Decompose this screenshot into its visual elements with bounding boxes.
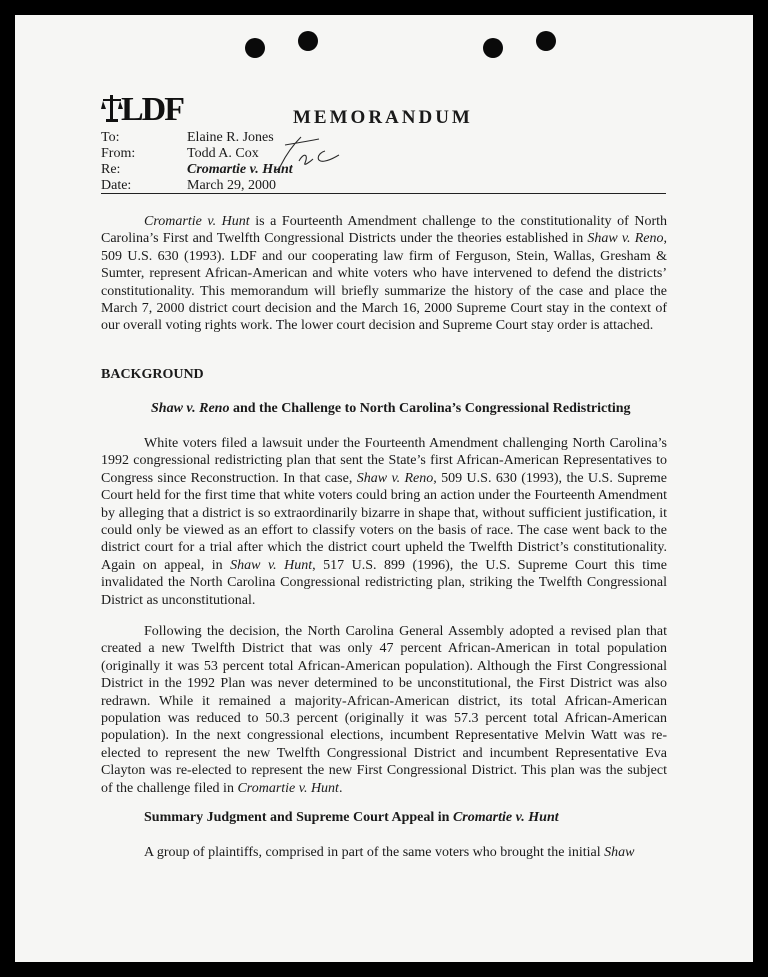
- punch-hole: [245, 38, 265, 58]
- intro-shaw-reno: Shaw v. Reno: [587, 231, 664, 247]
- to-label: To:: [101, 130, 120, 145]
- background-paragraph-2: [101, 623, 667, 797]
- punch-hole: [536, 31, 556, 51]
- p3-case-1: Cromartie v. Hunt: [237, 780, 339, 796]
- ldf-logo: [101, 93, 183, 127]
- memo-title: MEMORANDUM: [293, 107, 473, 128]
- handwritten-initials: [265, 133, 345, 175]
- punch-hole: [298, 31, 318, 51]
- subheading-text: and the Challenge to North Carolina’s Congressional Redistricting: [229, 401, 631, 416]
- p2-case-2: Shaw v. Hunt: [230, 557, 313, 573]
- p4-text-1: A group of plaintiffs, comprised in part of the same voters who brought the initial: [144, 845, 605, 860]
- subheading2-text: Summary Judgment and Supreme Court Appeal in: [144, 810, 453, 825]
- intro-case-name: Cromartie v. Hunt: [144, 214, 250, 229]
- p2-text-3: , 517 U.S. 899 (1996), the U.S. Supreme Court this time invalidated the North Carolina Congressional redistricting plan, striking the Twelfth Congressional District as unconstitutional.: [101, 557, 667, 608]
- subheading-summary-judgment: [144, 810, 559, 826]
- subheading-shaw-reno: [151, 401, 631, 417]
- p2-text-1: White voters filed a lawsuit under the Fourteenth Amendment challenging North Carolina’s 1992 congressional redistricting plan that sent the State’s first African-American Representatives to Congress since Reconstruction. In that case,: [101, 436, 667, 486]
- intro-text-1: is a Fourteenth Amendment challenge to the constitutionality of North Carolina’s First and Twelfth Congressional Districts under the theories established in: [101, 214, 667, 247]
- background-heading: BACKGROUND: [101, 367, 204, 382]
- background-paragraph-1: [101, 435, 667, 609]
- date-label: Date:: [101, 178, 132, 193]
- p3-text-2: .: [338, 780, 343, 796]
- to-value: Elaine R. Jones: [187, 130, 274, 145]
- final-paragraph: [101, 844, 667, 861]
- re-label: Re:: [101, 162, 121, 177]
- subheading-case: Shaw v. Reno: [151, 401, 230, 416]
- re-value: Cromartie v. Hunt: [187, 162, 293, 177]
- p2-text-2: , 509 U.S. 630 (1993), the U.S. Supreme Court held for the first time that white voters could bring an action under the Fourteenth Amendment by alleging that a district is so extraordinarily bizarre in shape that, without sufficient justification, it could only be viewed as an effort to classify voters on the basis of race. The case went back to the district court for a trial after which the district court upheld the Twelfth District’s constitutionality. Again on appeal, in: [101, 470, 667, 573]
- subheading2-case: Cromartie v. Hunt: [452, 810, 559, 825]
- p2-case-1: Shaw v. Reno: [356, 470, 434, 486]
- logo-text: LDF: [121, 91, 183, 128]
- p4-case-1: Shaw: [604, 845, 635, 860]
- scales-icon: [101, 93, 123, 123]
- date-value: March 29, 2000: [187, 178, 277, 193]
- punch-hole: [483, 38, 503, 58]
- from-label: From:: [101, 146, 136, 161]
- intro-paragraph: [101, 213, 667, 335]
- header-divider: [101, 193, 666, 194]
- intro-text-2: , 509 U.S. 630 (1993). LDF and our cooperating law firm of Ferguson, Stein, Wallas, Gresham & Sumter, represent African-American and white voters who have intervened to defend the districts’ constitutionality. This memorandum will briefly summarize the history of the case and place the March 7, 2000 district court decision and the March 16, 2000 Supreme Court stay in the context of our overall voting rights work. The lower court decision and Supreme Court stay order is attached.: [101, 231, 667, 334]
- p3-text-1: Following the decision, the North Carolina General Assembly adopted a revised plan that created a new Twelfth District that was only 47 percent African-American in total population (originally it was 53 percent total African-American population). Although the First Congressional District in the 1992 Plan was never determined to be unconstitutional, the First District was also redrawn. While it remained a majority-African-American district, its total African-American population was reduced to 50.3 percent (originally it was 57.3 percent total African-American population). In the next congressional elections, incumbent Representative Melvin Watt was re-elected to represent the new Twelfth Congressional District and incumbent Representative Eva Clayton was re-elected to represent the new First Congressional District. This plan was the subject of the challenge filed in: [101, 624, 667, 796]
- memo-page: [15, 15, 753, 962]
- from-value: Todd A. Cox: [187, 146, 259, 161]
